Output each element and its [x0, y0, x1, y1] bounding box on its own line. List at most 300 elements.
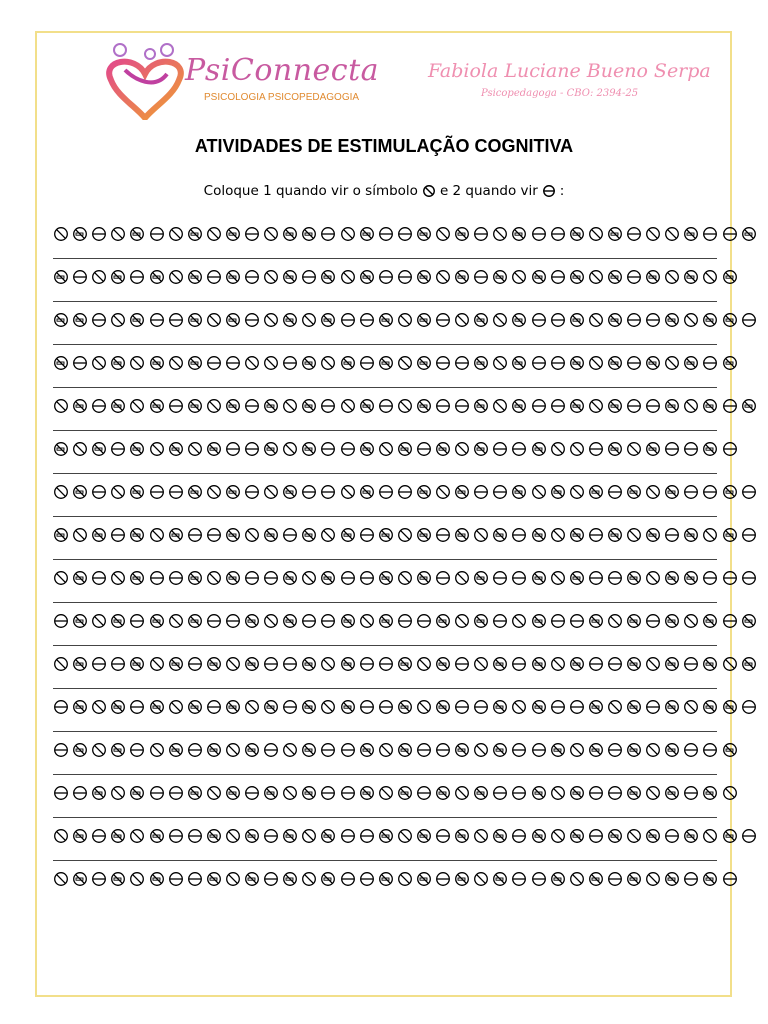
no-smoking-icon — [320, 269, 336, 285]
no-smoking-icon — [645, 828, 661, 844]
slash-circle-icon — [149, 656, 165, 672]
no-smoking-icon — [282, 269, 298, 285]
bar-circle-icon — [550, 355, 566, 371]
no-smoking-icon — [397, 656, 413, 672]
no-smoking-icon — [416, 871, 432, 887]
bar-circle-icon — [626, 226, 642, 242]
bar-circle-icon — [397, 226, 413, 242]
slash-circle-icon — [473, 742, 489, 758]
no-smoking-icon — [741, 656, 757, 672]
slash-circle-icon — [263, 312, 279, 328]
no-smoking-icon — [454, 828, 470, 844]
bar-circle-icon — [91, 312, 107, 328]
no-smoking-icon — [263, 699, 279, 715]
no-smoking-icon — [282, 613, 298, 629]
no-smoking-icon — [511, 355, 527, 371]
bar-circle-icon — [645, 398, 661, 414]
bar-circle-icon — [645, 312, 661, 328]
slash-circle-icon — [569, 742, 585, 758]
bar-circle-icon — [702, 570, 718, 586]
no-smoking-icon — [149, 871, 165, 887]
no-smoking-icon — [492, 527, 508, 543]
bar-circle-icon — [72, 355, 88, 371]
bar-circle-icon — [149, 484, 165, 500]
no-smoking-icon — [664, 570, 680, 586]
bar-circle-icon — [741, 699, 757, 715]
slash-circle-icon — [91, 613, 107, 629]
slash-circle-icon — [244, 699, 260, 715]
no-smoking-icon — [416, 226, 432, 242]
no-smoking-icon — [454, 527, 470, 543]
slash-circle-icon — [168, 699, 184, 715]
bar-circle-icon — [244, 785, 260, 801]
slash-circle-icon — [492, 398, 508, 414]
no-smoking-icon — [531, 269, 547, 285]
answer-line[interactable] — [53, 301, 717, 302]
no-smoking-icon — [263, 441, 279, 457]
slash-circle-icon — [550, 785, 566, 801]
slash-circle-icon — [91, 742, 107, 758]
bar-circle-icon — [473, 484, 489, 500]
bar-circle-icon — [492, 785, 508, 801]
author-credentials: Psicopedagoga - CBO: 2394-25 — [481, 88, 639, 99]
no-smoking-icon — [435, 613, 451, 629]
bar-circle-icon — [320, 613, 336, 629]
bar-circle-icon — [741, 484, 757, 500]
symbol-row — [53, 398, 717, 441]
no-smoking-icon — [149, 699, 165, 715]
no-smoking-icon — [664, 699, 680, 715]
no-smoking-icon — [129, 226, 145, 242]
brand-subtitle: PSICOLOGIA PSICOPEDAGOGIA — [204, 92, 360, 103]
slash-circle-icon — [683, 398, 699, 414]
no-smoking-icon — [359, 484, 375, 500]
bar-circle-icon — [263, 570, 279, 586]
no-smoking-icon — [454, 226, 470, 242]
no-smoking-icon — [454, 742, 470, 758]
answer-line[interactable] — [53, 731, 717, 732]
no-smoking-icon — [110, 828, 126, 844]
slash-circle-icon — [397, 871, 413, 887]
no-smoking-icon — [72, 656, 88, 672]
bar-circle-icon — [683, 785, 699, 801]
slash-circle-icon — [569, 871, 585, 887]
bar-circle-icon — [168, 398, 184, 414]
bar-circle-icon — [263, 656, 279, 672]
no-smoking-icon — [435, 656, 451, 672]
answer-line[interactable] — [53, 817, 717, 818]
bar-circle-icon — [282, 656, 298, 672]
slash-circle-icon — [607, 699, 623, 715]
bar-circle-icon — [550, 613, 566, 629]
slash-circle-icon — [664, 355, 680, 371]
bar-circle-icon — [702, 484, 718, 500]
no-smoking-icon — [626, 656, 642, 672]
no-smoking-icon — [320, 828, 336, 844]
bar-circle-icon — [378, 398, 394, 414]
no-smoking-icon — [741, 613, 757, 629]
no-smoking-icon — [225, 398, 241, 414]
bar-circle-icon — [359, 871, 375, 887]
bar-circle-icon — [91, 656, 107, 672]
bar-circle-icon — [320, 785, 336, 801]
slash-circle-icon — [378, 742, 394, 758]
no-smoking-icon — [626, 484, 642, 500]
no-smoking-icon — [664, 871, 680, 887]
no-smoking-icon — [282, 871, 298, 887]
bar-circle-icon — [550, 312, 566, 328]
symbol-row — [53, 269, 717, 312]
slash-circle-icon — [550, 656, 566, 672]
no-smoking-icon — [378, 613, 394, 629]
slash-circle-icon — [550, 570, 566, 586]
slash-circle-icon — [91, 355, 107, 371]
no-smoking-icon — [531, 613, 547, 629]
slash-circle-icon — [149, 742, 165, 758]
no-smoking-icon — [129, 527, 145, 543]
bar-circle-icon — [435, 527, 451, 543]
slash-circle-icon — [664, 269, 680, 285]
no-smoking-icon — [664, 656, 680, 672]
bar-circle-icon — [244, 398, 260, 414]
bar-circle-icon — [492, 441, 508, 457]
bar-circle-icon — [359, 527, 375, 543]
slash-circle-icon — [263, 355, 279, 371]
no-smoking-icon — [473, 785, 489, 801]
slash-circle-icon — [72, 527, 88, 543]
bar-circle-icon — [511, 828, 527, 844]
no-smoking-icon — [550, 871, 566, 887]
bar-circle-icon — [492, 613, 508, 629]
no-smoking-icon — [473, 312, 489, 328]
slash-circle-icon — [588, 269, 604, 285]
slash-circle-icon — [454, 570, 470, 586]
no-smoking-icon — [149, 398, 165, 414]
no-smoking-icon — [607, 441, 623, 457]
no-smoking-icon — [301, 656, 317, 672]
bar-circle-icon — [722, 226, 738, 242]
bar-circle-icon — [588, 441, 604, 457]
no-smoking-icon — [435, 785, 451, 801]
bar-circle-icon — [244, 484, 260, 500]
slash-circle-icon — [110, 570, 126, 586]
slash-circle-icon — [168, 355, 184, 371]
no-smoking-icon — [492, 269, 508, 285]
slash-circle-icon — [511, 699, 527, 715]
slash-circle-icon — [473, 527, 489, 543]
no-smoking-icon — [129, 656, 145, 672]
no-smoking-icon — [110, 398, 126, 414]
bar-circle-icon — [435, 355, 451, 371]
no-smoking-icon — [359, 742, 375, 758]
bar-circle-icon — [340, 570, 356, 586]
bar-circle-icon — [607, 742, 623, 758]
slash-circle-icon — [206, 226, 222, 242]
bar-circle-icon — [511, 441, 527, 457]
no-smoking-icon — [72, 699, 88, 715]
slash-circle-icon — [435, 269, 451, 285]
bar-circle-icon — [454, 355, 470, 371]
symbol-row — [53, 699, 717, 742]
bar-circle-icon — [301, 269, 317, 285]
bar-circle-icon — [91, 484, 107, 500]
bar-circle-icon — [397, 484, 413, 500]
answer-line[interactable] — [53, 645, 717, 646]
no-smoking-icon — [110, 742, 126, 758]
bar-circle-icon — [569, 699, 585, 715]
bar-circle-icon — [531, 742, 547, 758]
no-smoking-icon — [588, 613, 604, 629]
no-smoking-icon — [664, 742, 680, 758]
bar-circle-icon — [607, 785, 623, 801]
slash-circle-icon — [645, 742, 661, 758]
slash-circle-icon — [397, 527, 413, 543]
no-smoking-icon — [569, 656, 585, 672]
symbol-row — [53, 613, 717, 656]
bar-circle-icon — [397, 613, 413, 629]
no-smoking-icon — [110, 355, 126, 371]
bar-circle-icon — [531, 871, 547, 887]
slash-circle-icon — [435, 484, 451, 500]
answer-line[interactable] — [53, 387, 717, 388]
bar-circle-icon — [702, 742, 718, 758]
no-smoking-icon — [588, 484, 604, 500]
symbol-row — [53, 785, 717, 828]
no-smoking-icon — [282, 828, 298, 844]
no-smoking-icon — [626, 742, 642, 758]
no-smoking-icon — [397, 441, 413, 457]
slash-circle-icon — [531, 484, 547, 500]
no-smoking-icon — [149, 269, 165, 285]
no-smoking-icon — [454, 484, 470, 500]
no-smoking-icon — [416, 484, 432, 500]
slash-circle-icon — [206, 570, 222, 586]
no-smoking-icon — [607, 269, 623, 285]
no-smoking-icon — [263, 398, 279, 414]
no-smoking-icon — [168, 656, 184, 672]
bar-circle-icon — [588, 570, 604, 586]
slash-circle-icon — [53, 484, 69, 500]
slash-circle-icon — [397, 398, 413, 414]
bar-circle-icon — [531, 226, 547, 242]
no-smoking-icon — [531, 570, 547, 586]
bar-circle-icon — [53, 699, 69, 715]
no-smoking-icon — [301, 441, 317, 457]
slash-circle-icon — [206, 785, 222, 801]
bar-circle-icon — [282, 527, 298, 543]
bar-circle-icon — [607, 484, 623, 500]
no-smoking-icon — [378, 570, 394, 586]
no-smoking-icon — [72, 613, 88, 629]
slash-circle-icon — [91, 699, 107, 715]
no-smoking-icon — [168, 742, 184, 758]
no-smoking-icon — [702, 656, 718, 672]
no-smoking-icon — [569, 312, 585, 328]
no-smoking-icon — [397, 785, 413, 801]
slash-circle-icon — [53, 871, 69, 887]
bar-circle-icon — [435, 828, 451, 844]
no-smoking-icon — [683, 226, 699, 242]
bar-circle-icon — [588, 656, 604, 672]
bar-circle-icon — [645, 613, 661, 629]
bar-circle-icon — [473, 226, 489, 242]
slash-circle-icon — [607, 613, 623, 629]
answer-line[interactable] — [53, 602, 717, 603]
bar-circle-icon — [511, 742, 527, 758]
no-smoking-icon — [244, 742, 260, 758]
bar-circle-icon — [320, 226, 336, 242]
bar-circle-icon — [511, 527, 527, 543]
no-smoking-icon — [320, 871, 336, 887]
answer-line[interactable] — [53, 344, 717, 345]
no-smoking-icon — [301, 226, 317, 242]
bar-circle-icon — [225, 613, 241, 629]
slash-circle-icon — [225, 742, 241, 758]
slash-circle-icon — [301, 312, 317, 328]
no-smoking-icon — [722, 828, 738, 844]
slash-circle-icon — [53, 570, 69, 586]
slash-circle-icon — [645, 871, 661, 887]
answer-line[interactable] — [53, 430, 717, 431]
bar-circle-icon — [550, 398, 566, 414]
no-smoking-icon — [607, 312, 623, 328]
no-smoking-icon — [301, 527, 317, 543]
no-smoking-icon — [454, 871, 470, 887]
slash-circle-icon — [397, 828, 413, 844]
slash-circle-icon — [416, 656, 432, 672]
no-smoking-icon — [722, 269, 738, 285]
bar-circle-icon — [607, 656, 623, 672]
no-smoking-icon — [607, 355, 623, 371]
no-smoking-icon — [531, 441, 547, 457]
answer-line[interactable] — [53, 774, 717, 775]
no-smoking-icon — [91, 527, 107, 543]
no-smoking-icon — [168, 441, 184, 457]
bar-circle-icon — [683, 742, 699, 758]
no-smoking-icon — [225, 312, 241, 328]
bar-circle-icon — [607, 871, 623, 887]
slash-circle-icon — [263, 484, 279, 500]
slash-circle-icon — [645, 484, 661, 500]
no-smoking-icon — [645, 355, 661, 371]
bar-circle-icon — [683, 441, 699, 457]
no-smoking-icon — [741, 398, 757, 414]
no-smoking-icon — [511, 312, 527, 328]
no-smoking-icon — [626, 871, 642, 887]
bar-circle-icon — [206, 613, 222, 629]
bar-circle-icon — [664, 828, 680, 844]
slash-circle-icon — [359, 613, 375, 629]
bar-circle-icon — [244, 312, 260, 328]
slash-circle-icon — [301, 828, 317, 844]
slash-circle-icon — [282, 785, 298, 801]
brand-name: PsiConnecta — [185, 53, 380, 88]
no-smoking-icon — [72, 398, 88, 414]
no-smoking-icon — [473, 441, 489, 457]
answer-line[interactable] — [53, 559, 717, 560]
bar-circle-icon — [492, 570, 508, 586]
no-smoking-icon — [473, 355, 489, 371]
bar-circle-icon — [416, 613, 432, 629]
page-title: ATIVIDADES DE ESTIMULAÇÃO COGNITIVA — [194, 136, 574, 156]
no-smoking-icon — [72, 871, 88, 887]
bar-circle-icon — [550, 699, 566, 715]
no-smoking-icon — [225, 226, 241, 242]
symbol-row — [53, 355, 717, 398]
answer-line[interactable] — [53, 516, 717, 517]
symbol-row — [53, 570, 717, 613]
no-smoking-icon — [206, 828, 222, 844]
slash-circle-icon — [149, 527, 165, 543]
no-smoking-icon — [607, 828, 623, 844]
no-smoking-icon — [683, 355, 699, 371]
symbol-rows — [53, 226, 717, 914]
author-name: Fabiola Luciane Bueno Serpa — [428, 60, 711, 82]
bar-circle-icon — [110, 527, 126, 543]
slash-circle-icon — [550, 527, 566, 543]
bar-circle-icon — [187, 742, 203, 758]
bar-circle-icon — [110, 441, 126, 457]
bar-circle-icon — [435, 742, 451, 758]
bar-circle-icon — [626, 398, 642, 414]
bar-circle-icon — [378, 269, 394, 285]
no-smoking-icon — [683, 828, 699, 844]
no-smoking-icon — [664, 613, 680, 629]
slash-circle-icon — [340, 226, 356, 242]
no-smoking-icon — [550, 742, 566, 758]
bar-circle-icon — [359, 699, 375, 715]
no-smoking-icon — [244, 828, 260, 844]
no-smoking-icon — [569, 398, 585, 414]
no-smoking-icon — [722, 355, 738, 371]
no-smoking-icon — [664, 398, 680, 414]
slash-circle-icon — [588, 226, 604, 242]
no-smoking-icon — [225, 269, 241, 285]
answer-line[interactable] — [53, 473, 717, 474]
no-smoking-icon — [626, 570, 642, 586]
no-smoking-icon — [588, 742, 604, 758]
slash-circle-icon — [110, 226, 126, 242]
answer-line[interactable] — [53, 860, 717, 861]
answer-line[interactable] — [53, 258, 717, 259]
bar-circle-icon — [511, 785, 527, 801]
slash-circle-icon — [340, 269, 356, 285]
symbol-row — [53, 484, 717, 527]
answer-line[interactable] — [53, 688, 717, 689]
no-smoking-icon — [340, 656, 356, 672]
slash-circle-icon — [397, 355, 413, 371]
bar-circle-icon — [359, 355, 375, 371]
no-smoking-icon — [129, 570, 145, 586]
slash-circle-icon — [263, 613, 279, 629]
bar-circle-icon — [320, 441, 336, 457]
symbol-row — [53, 527, 717, 570]
slash-circle-icon — [683, 613, 699, 629]
no-smoking-icon — [702, 871, 718, 887]
bar-circle-icon — [187, 871, 203, 887]
bar-circle-icon — [359, 312, 375, 328]
slash-circle-icon — [397, 312, 413, 328]
slash-circle-icon — [282, 742, 298, 758]
slash-circle-icon — [422, 184, 436, 198]
bar-circle-icon — [473, 699, 489, 715]
bar-circle-icon — [722, 613, 738, 629]
bar-circle-icon — [110, 656, 126, 672]
no-smoking-icon — [301, 742, 317, 758]
no-smoking-icon — [149, 828, 165, 844]
no-smoking-icon — [607, 527, 623, 543]
no-smoking-icon — [72, 312, 88, 328]
